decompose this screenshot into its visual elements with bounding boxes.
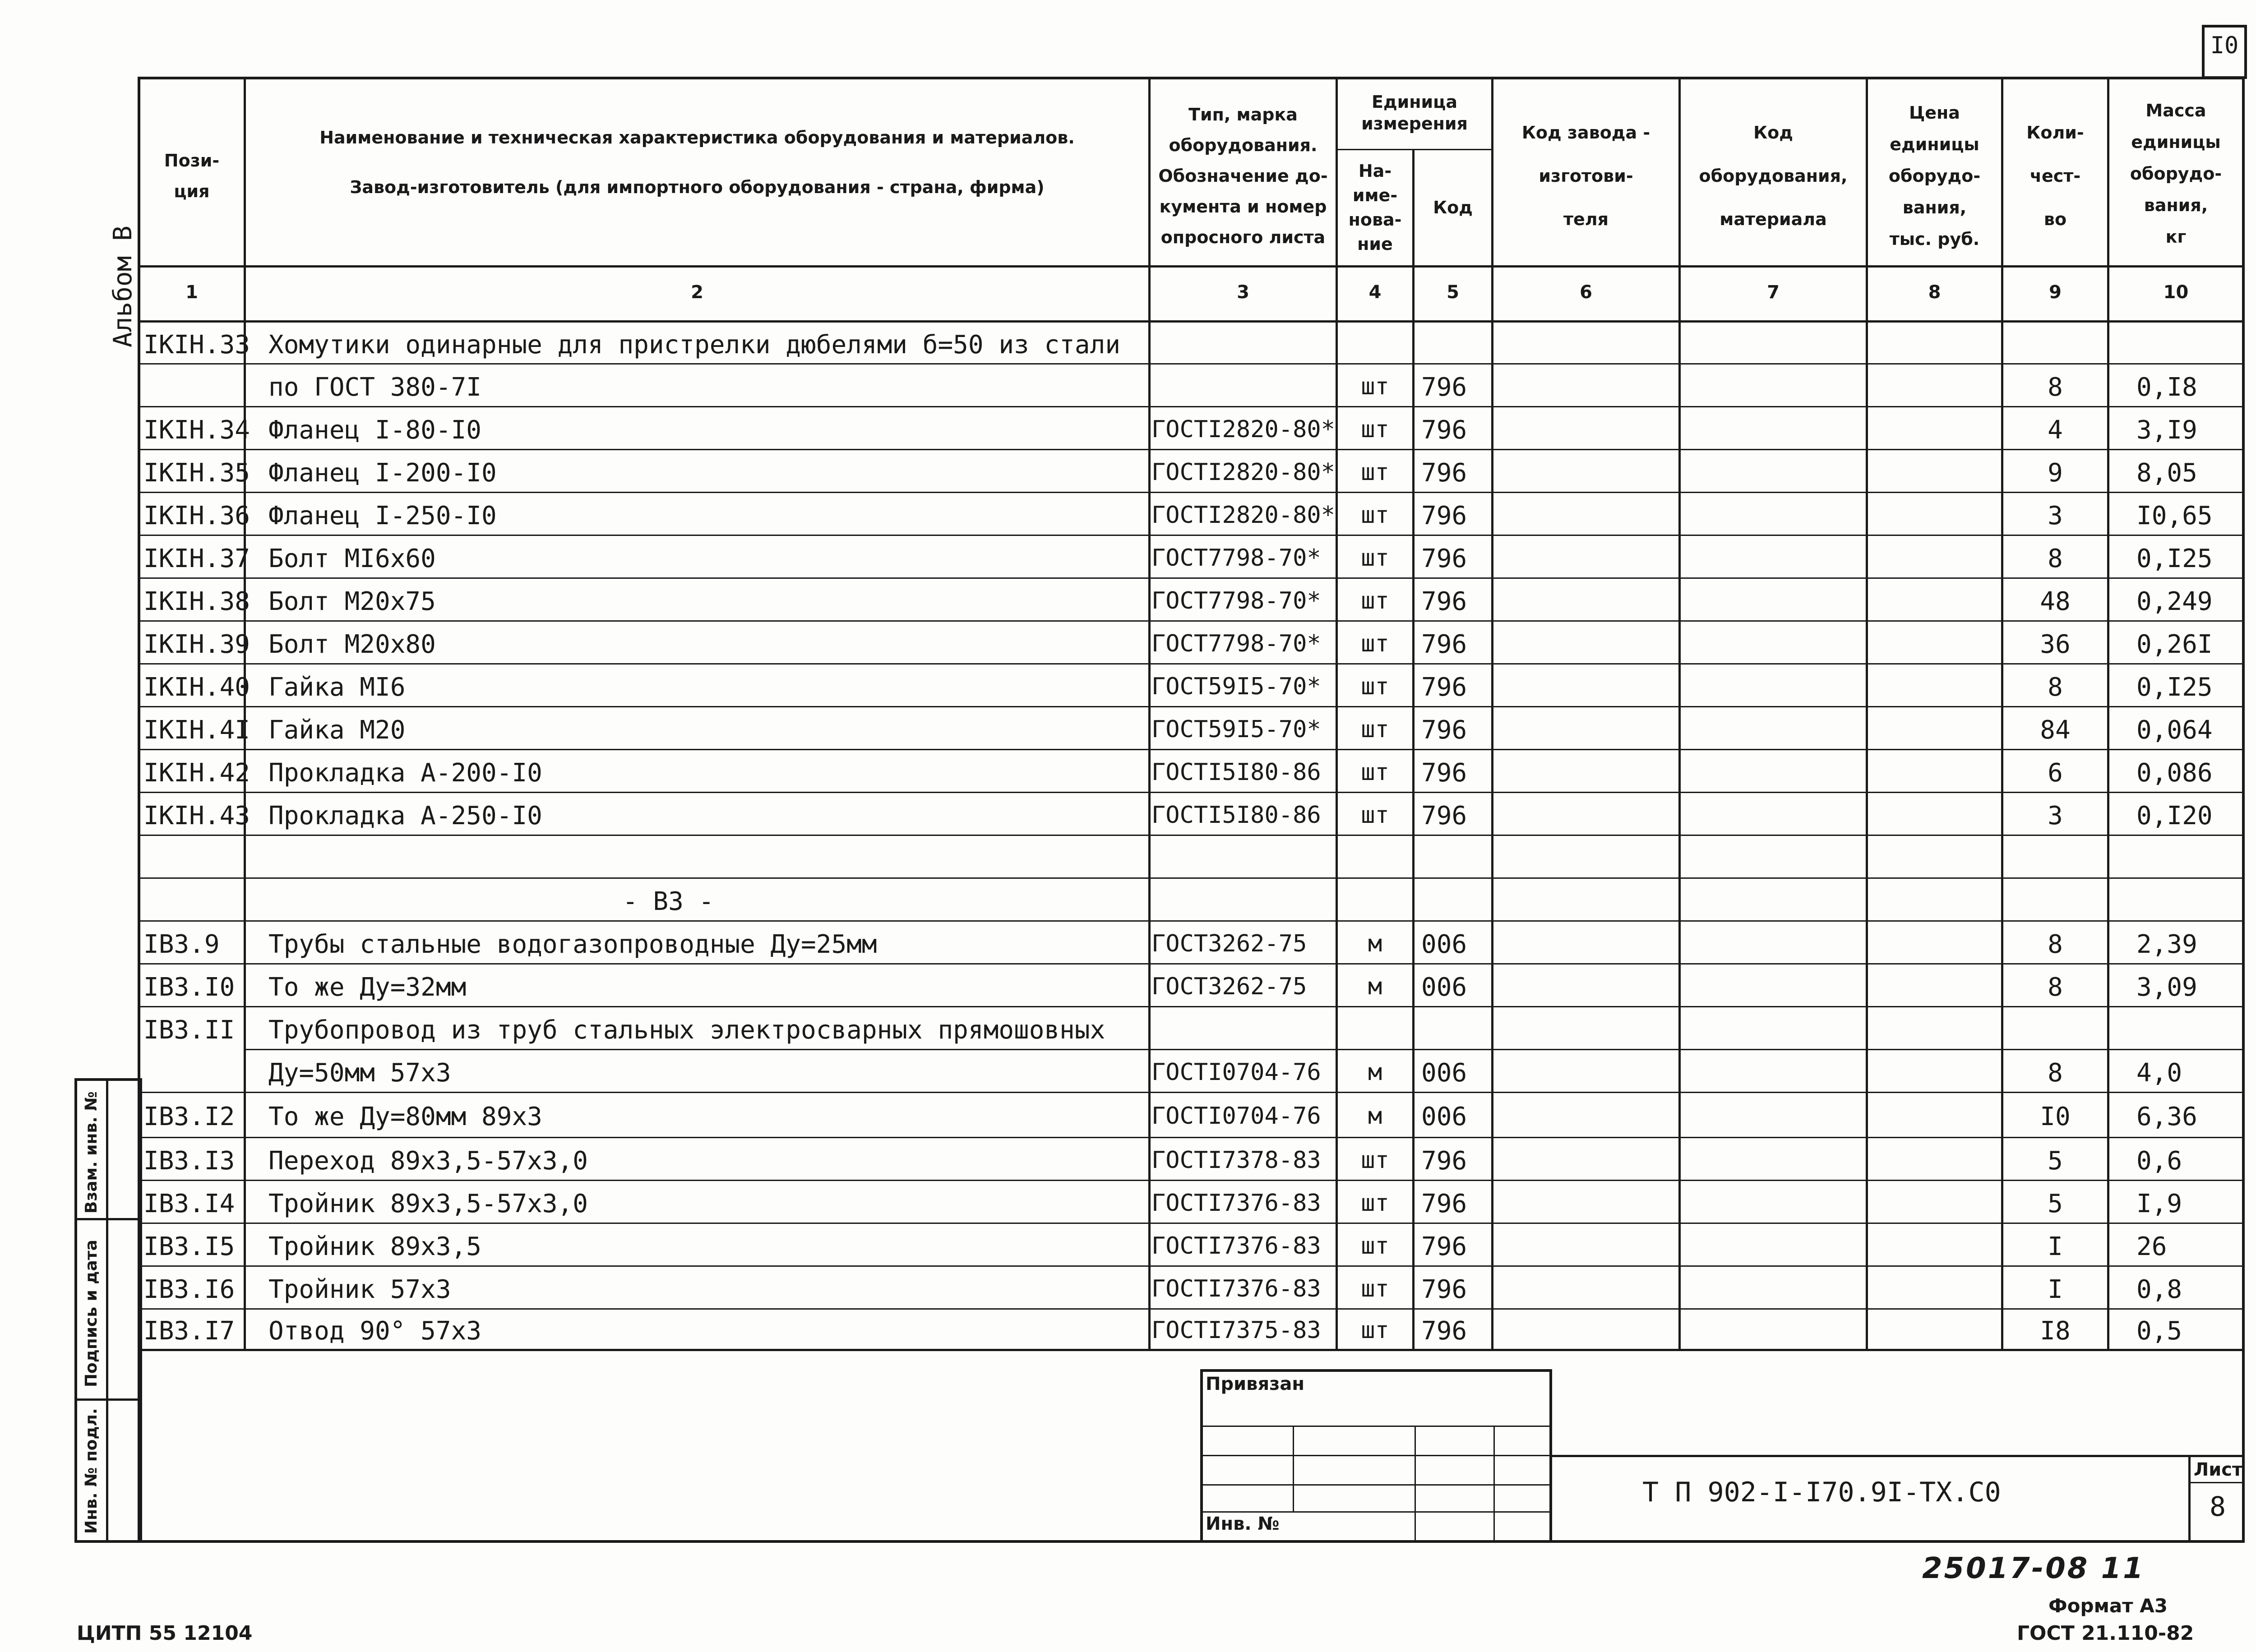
row-pos: IKIH.40 (143, 673, 250, 702)
colnum-2: 2 (691, 282, 703, 303)
row-divider (138, 963, 2245, 964)
row-divider (138, 1137, 2245, 1138)
col-line-6 (1678, 77, 1681, 1351)
row-unit: шт (1361, 802, 1389, 829)
row-mass: 0,I25 (2136, 544, 2213, 573)
tb-line-2 (1200, 1455, 1552, 1456)
row-name: То же Ду=80мм 89x3 (268, 1102, 542, 1131)
row-pos: IKIH.4I (143, 715, 250, 745)
row-divider (138, 1223, 2245, 1224)
row-pos: IВ3.9 (143, 930, 220, 959)
row-doc: ГОСТI5I80-86 (1151, 802, 1321, 829)
row-pos: IВ3.I5 (143, 1232, 235, 1261)
row-qty: I8 (2040, 1316, 2071, 1346)
row-qty: 5 (2048, 1146, 2063, 1176)
row-name: - ВЗ - (623, 887, 714, 916)
tb-line-3 (1200, 1484, 1552, 1486)
row-doc: ГОСТI0704-76 (1151, 1059, 1321, 1086)
row-unit: шт (1361, 1190, 1389, 1217)
row-code: 796 (1421, 458, 1467, 488)
row-mass: I0,65 (2136, 501, 2213, 531)
row-code: 796 (1421, 758, 1467, 788)
row-unit: шт (1361, 502, 1389, 529)
row-unit: шт (1361, 545, 1389, 572)
row-doc: ГОСТ7798-70* (1151, 545, 1321, 572)
row-name: Фланец I-200-I0 (268, 458, 497, 488)
row-unit: шт (1361, 673, 1389, 700)
row-name: То же Ду=32мм (268, 973, 467, 1002)
table-bottom-line (138, 1349, 2245, 1351)
row-divider (138, 1092, 2245, 1093)
designation-top-line (1552, 1455, 2245, 1457)
row-doc: ГОСТI7378-83 (1151, 1147, 1321, 1174)
row-code: 796 (1421, 1232, 1467, 1261)
row-mass: 0,064 (2136, 715, 2213, 745)
row-code: 796 (1421, 630, 1467, 659)
header-unit-name: На- име- нова- ние (1348, 161, 1402, 254)
row-divider (138, 1180, 2245, 1181)
header-equipment-code: Код оборудования, материала (1699, 123, 1848, 229)
row-pos: IKIH.37 (143, 544, 250, 573)
row-code: 796 (1421, 587, 1467, 616)
row-doc: ГОСТ3262-75 (1151, 930, 1307, 957)
row-divider (138, 492, 2245, 493)
row-pos: IВ3.I6 (143, 1275, 235, 1304)
row-unit: шт (1361, 416, 1389, 443)
row-doc: ГОСТI0704-76 (1151, 1103, 1321, 1130)
row-name: Прокладка А-250-I0 (268, 801, 542, 831)
row-doc: ГОСТI7376-83 (1151, 1232, 1321, 1260)
header-price: Цена единицы оборудо- вания, тыс. руб. (1888, 103, 1981, 249)
side-invpodl-label: Инв. № подл. (82, 1408, 101, 1534)
row-name: Гайка MI6 (268, 673, 406, 702)
tb-line-4 (1200, 1511, 1552, 1513)
row-name: Болт MI6x60 (268, 544, 436, 573)
row-name: Трубы стальные водогазопроводные Ду=25мм (268, 930, 877, 959)
row-pos: IKIH.33 (143, 330, 250, 360)
row-pos: IKIH.35 (143, 458, 250, 488)
row-mass: 0,5 (2136, 1316, 2182, 1346)
row-unit: шт (1361, 1275, 1389, 1302)
row-divider (138, 706, 2245, 707)
tsitp-code: ЦИТП 55 12104 (77, 1622, 253, 1645)
privyazan-label: Привязан (1206, 1374, 1305, 1394)
row-name: Фланец I-250-I0 (268, 501, 497, 531)
header-quantity: Коли- чест- во (2026, 123, 2084, 229)
row-code: 006 (1421, 1058, 1467, 1088)
row-code: 796 (1421, 801, 1467, 831)
row-code: 796 (1421, 373, 1467, 402)
row-code: 796 (1421, 415, 1467, 445)
row-qty: 36 (2040, 630, 2071, 659)
row-divider (138, 920, 2245, 922)
header-plant-code: Код завода - изготови- теля (1521, 123, 1650, 229)
row-doc: ГОСТI2820-80* (1151, 416, 1335, 443)
row-code: 796 (1421, 544, 1467, 573)
row-unit: шт (1361, 1147, 1389, 1174)
row-code: 006 (1421, 930, 1467, 959)
row-doc: ГОСТI2820-80* (1151, 459, 1335, 486)
row-unit: шт (1361, 459, 1389, 486)
row-code: 796 (1421, 1316, 1467, 1346)
header-name-line1: Наименование и техническая характеристика оборудования и материалов. (319, 128, 1075, 148)
album-label: Альбом В (108, 226, 138, 347)
row-divider (138, 1265, 2245, 1267)
row-unit: м (1368, 1059, 1382, 1086)
inv-no-label: Инв. № (1206, 1514, 1280, 1534)
row-unit: шт (1361, 759, 1389, 786)
row-pos: IKIH.42 (143, 758, 250, 788)
row-mass: 0,8 (2136, 1275, 2182, 1304)
tb-line-1 (1200, 1426, 1552, 1427)
row-code: 796 (1421, 1189, 1467, 1218)
row-unit: шт (1361, 630, 1389, 657)
colnum-6: 6 (1580, 282, 1592, 303)
row-doc: ГОСТ7798-70* (1151, 630, 1321, 657)
header-divider (138, 265, 2245, 268)
row-name: Фланец I-80-I0 (268, 415, 482, 445)
row-pos: IВ3.I7 (143, 1316, 235, 1346)
side-vzam-label: Взам. инв. № (82, 1091, 101, 1214)
row-qty: 84 (2040, 715, 2071, 745)
col-line-9 (2107, 77, 2109, 1351)
colnum-3: 3 (1237, 282, 1249, 303)
row-qty: 3 (2048, 801, 2063, 831)
row-doc: ГОСТ3262-75 (1151, 973, 1307, 1000)
header-unit-code: Код (1433, 198, 1473, 217)
row-qty: 48 (2040, 587, 2071, 616)
side-stamp-mid (106, 1078, 108, 1543)
colnum-1: 1 (185, 282, 198, 303)
row-unit: м (1368, 1103, 1382, 1130)
header-unit: Единица измерения (1361, 92, 1468, 134)
row-divider (138, 835, 2245, 836)
sheet-number: 8 (2209, 1491, 2226, 1523)
header-doc: Тип, марка оборудования. Обозначение до- кумента и номер опросного листа (1158, 105, 1328, 247)
row-unit: шт (1361, 1232, 1389, 1260)
col-line-5 (1491, 77, 1493, 1351)
row-doc: ГОСТ59I5-70* (1151, 716, 1321, 743)
sheet-label: Лист (2194, 1459, 2243, 1480)
row-name: Отвод 90° 57x3 (268, 1316, 482, 1346)
row-doc: ГОСТI5I80-86 (1151, 759, 1321, 786)
row-mass: 26 (2136, 1232, 2167, 1261)
gost-standard: ГОСТ 21.110-82 (2017, 1622, 2194, 1645)
row-mass: 0,26I (2136, 630, 2213, 659)
row-name: Трубопровод из труб стальных электросварных прямошовных (268, 1015, 1105, 1045)
row-unit: м (1368, 973, 1382, 1000)
row-code: 796 (1421, 673, 1467, 702)
row-code: 006 (1421, 973, 1467, 1002)
row-qty: 8 (2048, 930, 2063, 959)
row-mass: 6,36 (2136, 1102, 2197, 1131)
row-qty: I0 (2040, 1102, 2071, 1131)
row-unit: м (1368, 930, 1382, 957)
row-divider (138, 792, 2245, 793)
row-pos: IKIH.39 (143, 630, 250, 659)
row-doc: ГОСТ59I5-70* (1151, 673, 1321, 700)
col-line-2 (1148, 77, 1151, 1351)
row-code: 796 (1421, 501, 1467, 531)
colnum-8: 8 (1928, 282, 1941, 303)
row-mass: 3,I9 (2136, 415, 2197, 445)
row-doc: ГОСТI2820-80* (1151, 502, 1335, 529)
tb-vline-3 (1493, 1426, 1495, 1543)
row-divider (138, 577, 2245, 579)
row-code: 006 (1421, 1102, 1467, 1131)
colnum-7: 7 (1767, 282, 1780, 303)
row-mass: 0,249 (2136, 587, 2213, 616)
row-name: Переход 89x3,5-57x3,0 (268, 1146, 588, 1176)
row-pos: IВ3.I3 (143, 1146, 235, 1176)
row-divider (138, 406, 2245, 407)
row-mass: 0,I20 (2136, 801, 2213, 831)
row-doc: ГОСТ7798-70* (1151, 587, 1321, 614)
colnum-5: 5 (1447, 282, 1459, 303)
row-qty: 4 (2048, 415, 2063, 445)
side-podpis-label: Подпись и дата (82, 1240, 101, 1387)
row-mass: 0,086 (2136, 758, 2213, 788)
row-name: Болт M20x75 (268, 587, 436, 616)
row-mass: 3,09 (2136, 973, 2197, 1002)
row-mass: 0,I25 (2136, 673, 2213, 702)
row-name: Гайка M20 (268, 715, 406, 745)
row-name: Тройник 89x3,5 (268, 1232, 482, 1261)
row-mass: 0,I8 (2136, 373, 2197, 402)
row-divider (138, 363, 2245, 365)
row-divider (138, 321, 2245, 323)
row-qty: 8 (2048, 973, 2063, 1002)
row-qty: 9 (2048, 458, 2063, 488)
row-mass: 8,05 (2136, 458, 2197, 488)
row-name: Тройник 57x3 (268, 1275, 451, 1304)
header-mass: Масса единицы оборудо- вания, кг (2130, 101, 2222, 247)
row-mass: 2,39 (2136, 930, 2197, 959)
row-divider (138, 1006, 2245, 1007)
col-line-1 (244, 77, 246, 1351)
row-unit: шт (1361, 1317, 1389, 1344)
row-divider (138, 877, 2245, 879)
row-code: 796 (1421, 715, 1467, 745)
tb-vline-1 (1293, 1426, 1294, 1511)
row-unit: шт (1361, 373, 1389, 400)
row-code: 796 (1421, 1275, 1467, 1304)
row-doc: ГОСТI7375-83 (1151, 1317, 1321, 1344)
row-name: Ду=50мм 57x3 (268, 1058, 451, 1088)
row-name: Хомутики одинарные для пристрелки дюбелями б=50 из стали (268, 330, 1121, 360)
row-name: по ГОСТ 380-7I (268, 373, 482, 402)
row-qty: I (2048, 1232, 2063, 1261)
row-qty: 3 (2048, 501, 2063, 531)
row-name: Болт M20x80 (268, 630, 436, 659)
row-qty: 8 (2048, 373, 2063, 402)
side-stamp-line-1 (74, 1218, 142, 1220)
row-pos: IKIH.38 (143, 587, 250, 616)
row-qty: 8 (2048, 544, 2063, 573)
row-pos: IВ3.II (143, 1015, 235, 1045)
row-divider (244, 1049, 2245, 1050)
row-mass: I,9 (2136, 1189, 2182, 1218)
row-qty: 6 (2048, 758, 2063, 788)
row-divider (138, 663, 2245, 664)
tb-vline-2 (1415, 1426, 1416, 1543)
col-line-7 (1866, 77, 1868, 1351)
row-code: 796 (1421, 1146, 1467, 1176)
colnum-10: 10 (2163, 282, 2189, 303)
handwritten-number: 25017-08 11 (1922, 1552, 2145, 1585)
row-mass: 4,0 (2136, 1058, 2182, 1088)
designation: Т П 902-I-I70.9I-ТХ.С0 (1642, 1477, 2001, 1508)
row-pos: IKIH.34 (143, 415, 250, 445)
row-qty: 8 (2048, 673, 2063, 702)
row-qty: 5 (2048, 1189, 2063, 1218)
row-unit: шт (1361, 716, 1389, 743)
side-stamp-line-2 (74, 1398, 142, 1401)
row-pos: IKIH.43 (143, 801, 250, 831)
header-position: Пози- ция (164, 151, 220, 201)
sheet-box-divider (2188, 1482, 2245, 1483)
colnum-9: 9 (2049, 282, 2062, 303)
row-divider (138, 535, 2245, 536)
row-mass: 0,6 (2136, 1146, 2182, 1176)
row-pos: IВ3.I0 (143, 973, 235, 1002)
corner-sheet-number: I0 (2210, 32, 2239, 59)
row-doc: ГОСТI7376-83 (1151, 1190, 1321, 1217)
header-name-line2: Завод-изготовитель (для импортного оборудования - страна, фирма) (350, 177, 1045, 197)
colnum-4: 4 (1368, 282, 1382, 303)
row-unit: шт (1361, 587, 1389, 614)
row-qty: 8 (2048, 1058, 2063, 1088)
row-divider (138, 449, 2245, 450)
row-name: Прокладка А-200-I0 (268, 758, 542, 788)
row-divider (138, 620, 2245, 622)
row-pos: IВ3.I2 (143, 1102, 235, 1131)
row-doc: ГОСТI7376-83 (1151, 1275, 1321, 1302)
row-qty: I (2048, 1275, 2063, 1304)
row-pos: IВ3.I4 (143, 1189, 235, 1218)
row-divider (138, 1308, 2245, 1310)
format-label: Формат А3 (2048, 1595, 2168, 1617)
row-divider (138, 749, 2245, 750)
row-pos: IKIH.36 (143, 501, 250, 531)
row-name: Тройник 89x3,5-57x3,0 (268, 1189, 588, 1218)
